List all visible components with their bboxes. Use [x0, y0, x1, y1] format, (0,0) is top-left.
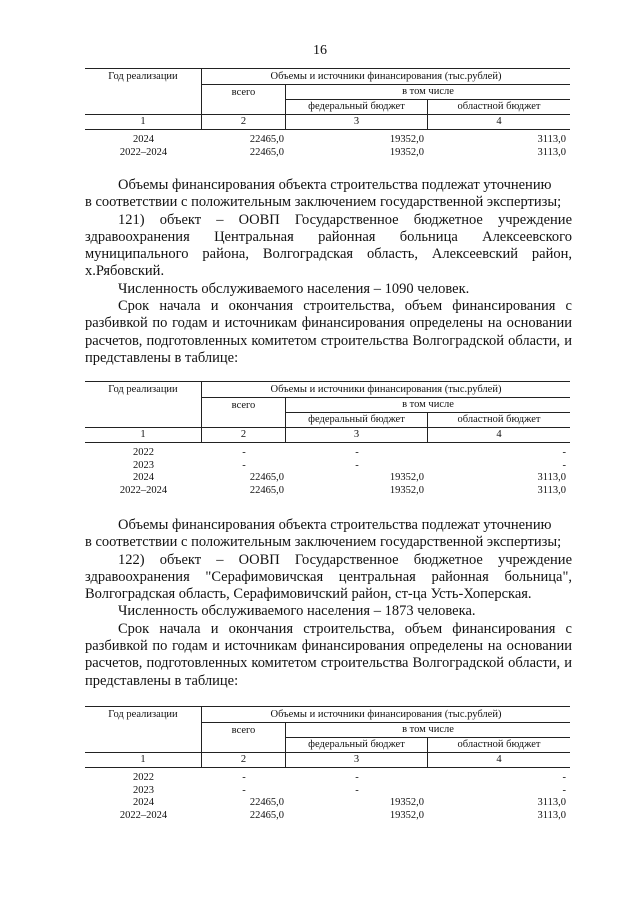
financing-table-2 [85, 381, 570, 497]
cell-regional: - [562, 447, 566, 459]
col-num: 1 [85, 428, 202, 442]
header-year: Год реализации [85, 382, 202, 427]
header-total: всего [202, 398, 286, 427]
paragraph: в соответствии с положительным заключением государственной экспертизы; [85, 534, 562, 551]
header-total: всего [202, 723, 286, 752]
table-body [85, 443, 570, 497]
cell-regional: - [562, 459, 566, 471]
header-regional: областной бюджет [457, 739, 541, 751]
column-numbers [85, 427, 570, 443]
table-row [85, 472, 570, 485]
header-year: Год реализации [85, 69, 202, 114]
cell-regional: 3113,0 [537, 484, 566, 496]
cell-regional: 3113,0 [537, 134, 566, 146]
cell-year: 2022–2024 [119, 484, 168, 496]
table-row [85, 797, 570, 810]
text-block-122 [85, 517, 572, 690]
header-federal: федеральный бюджет [286, 738, 428, 752]
column-numbers [85, 752, 570, 768]
cell-total: - [242, 772, 246, 784]
cell-federal: 19352,0 [389, 472, 424, 484]
column-numbers [85, 114, 570, 130]
table-row [85, 460, 570, 473]
cell-total: 22465,0 [249, 472, 284, 484]
page-number: 16 [313, 43, 327, 58]
paragraph: Срок начала и окончания строительства, объем финансирования с разбивкой по годам и источникам финансирования определены на основании расчетов, подготовленных комитетом строительства Волгоградской области, и представлены в таблице: [85, 620, 572, 689]
financing-table-1 [85, 68, 570, 159]
paragraph: Объемы финансирования объекта строительства подлежат уточнению [118, 517, 552, 533]
header-including: в том числе [286, 723, 570, 738]
table-header [85, 68, 570, 114]
cell-federal: 19352,0 [389, 797, 424, 809]
cell-year: 2024 [133, 134, 154, 146]
text-block-121 [85, 177, 572, 367]
cell-federal: 19352,0 [389, 146, 424, 158]
col-num: 3 [286, 115, 428, 129]
cell-year: 2022 [133, 447, 154, 459]
cell-total: 22465,0 [249, 134, 284, 146]
header-volumes: Объемы и источники финансирования (тыс.рублей) [202, 707, 570, 723]
cell-total: 22465,0 [249, 797, 284, 809]
col-num: 1 [85, 753, 202, 767]
header-regional: областной бюджет [457, 101, 541, 113]
header-volumes: Объемы и источники финансирования (тыс.рублей) [202, 69, 570, 85]
col-num: 1 [85, 115, 202, 129]
table-row [85, 485, 570, 498]
cell-total: - [242, 459, 246, 471]
table-header [85, 381, 570, 427]
cell-year: 2022–2024 [119, 809, 168, 821]
paragraph: Численность обслуживаемого населения – 1873 человека. [118, 603, 476, 620]
cell-federal: 19352,0 [389, 809, 424, 821]
cell-federal: 19352,0 [389, 134, 424, 146]
cell-year: 2022 [133, 772, 154, 784]
cell-regional: 3113,0 [537, 146, 566, 158]
financing-table-3 [85, 706, 570, 822]
table-body [85, 130, 570, 159]
cell-federal: - [355, 784, 359, 796]
table-row [85, 147, 570, 160]
paragraph: Объемы финансирования объекта строительства подлежат уточнению [118, 177, 552, 193]
cell-year: 2023 [133, 784, 154, 796]
col-num: 4 [496, 754, 502, 766]
col-num: 2 [202, 753, 286, 767]
paragraph: в соответствии с положительным заключением государственной экспертизы; [85, 194, 562, 211]
header-federal: федеральный бюджет [286, 100, 428, 114]
cell-regional: 3113,0 [537, 809, 566, 821]
cell-total: - [242, 784, 246, 796]
cell-regional: 3113,0 [537, 797, 566, 809]
cell-federal: 19352,0 [389, 484, 424, 496]
col-num: 3 [286, 753, 428, 767]
cell-regional: 3113,0 [537, 472, 566, 484]
header-including: в том числе [286, 398, 570, 413]
col-num: 3 [286, 428, 428, 442]
cell-federal: - [355, 772, 359, 784]
cell-total: - [242, 447, 246, 459]
cell-year: 2024 [133, 472, 154, 484]
cell-total: 22465,0 [249, 809, 284, 821]
table-header [85, 706, 570, 752]
table-body [85, 768, 570, 822]
paragraph: Численность обслуживаемого населения – 1090 человек. [118, 280, 470, 297]
cell-year: 2024 [133, 797, 154, 809]
table-row [85, 447, 570, 460]
table-row [85, 810, 570, 823]
cell-year: 2022–2024 [119, 146, 168, 158]
paragraph: Срок начала и окончания строительства, объем финансирования с разбивкой по годам и источникам финансирования определены на основании расчетов, подготовленных комитетом строительства Волгоградской области, и представлены в таблице: [85, 298, 572, 366]
header-volumes: Объемы и источники финансирования (тыс.рублей) [202, 382, 570, 398]
cell-federal: - [355, 447, 359, 459]
cell-regional: - [562, 784, 566, 796]
col-num: 2 [202, 115, 286, 129]
table-row [85, 772, 570, 785]
cell-year: 2023 [133, 459, 154, 471]
col-num: 4 [496, 116, 502, 128]
paragraph: 121) объект – ООВП Государственное бюджетное учреждение здравоохранения Центральная районная больница Алексеевского муниципального района, Волгоградская область, Алексеевский район, х.Рябовский. [85, 211, 572, 280]
header-year: Год реализации [85, 707, 202, 752]
cell-total: 22465,0 [249, 146, 284, 158]
header-federal: федеральный бюджет [286, 413, 428, 427]
paragraph: 122) объект – ООВП Государственное бюджетное учреждение здравоохранения "Серафимовичская центральная районная больница", Волгоградская область, Серафимовичский район, ст-ца Усть-Хоперская. [85, 551, 572, 603]
col-num: 4 [496, 429, 502, 441]
table-row [85, 134, 570, 147]
cell-regional: - [562, 772, 566, 784]
header-regional: областной бюджет [457, 414, 541, 426]
col-num: 2 [202, 428, 286, 442]
cell-federal: - [355, 459, 359, 471]
table-row [85, 785, 570, 798]
header-total: всего [202, 85, 286, 114]
header-including: в том числе [286, 85, 570, 100]
cell-total: 22465,0 [249, 484, 284, 496]
